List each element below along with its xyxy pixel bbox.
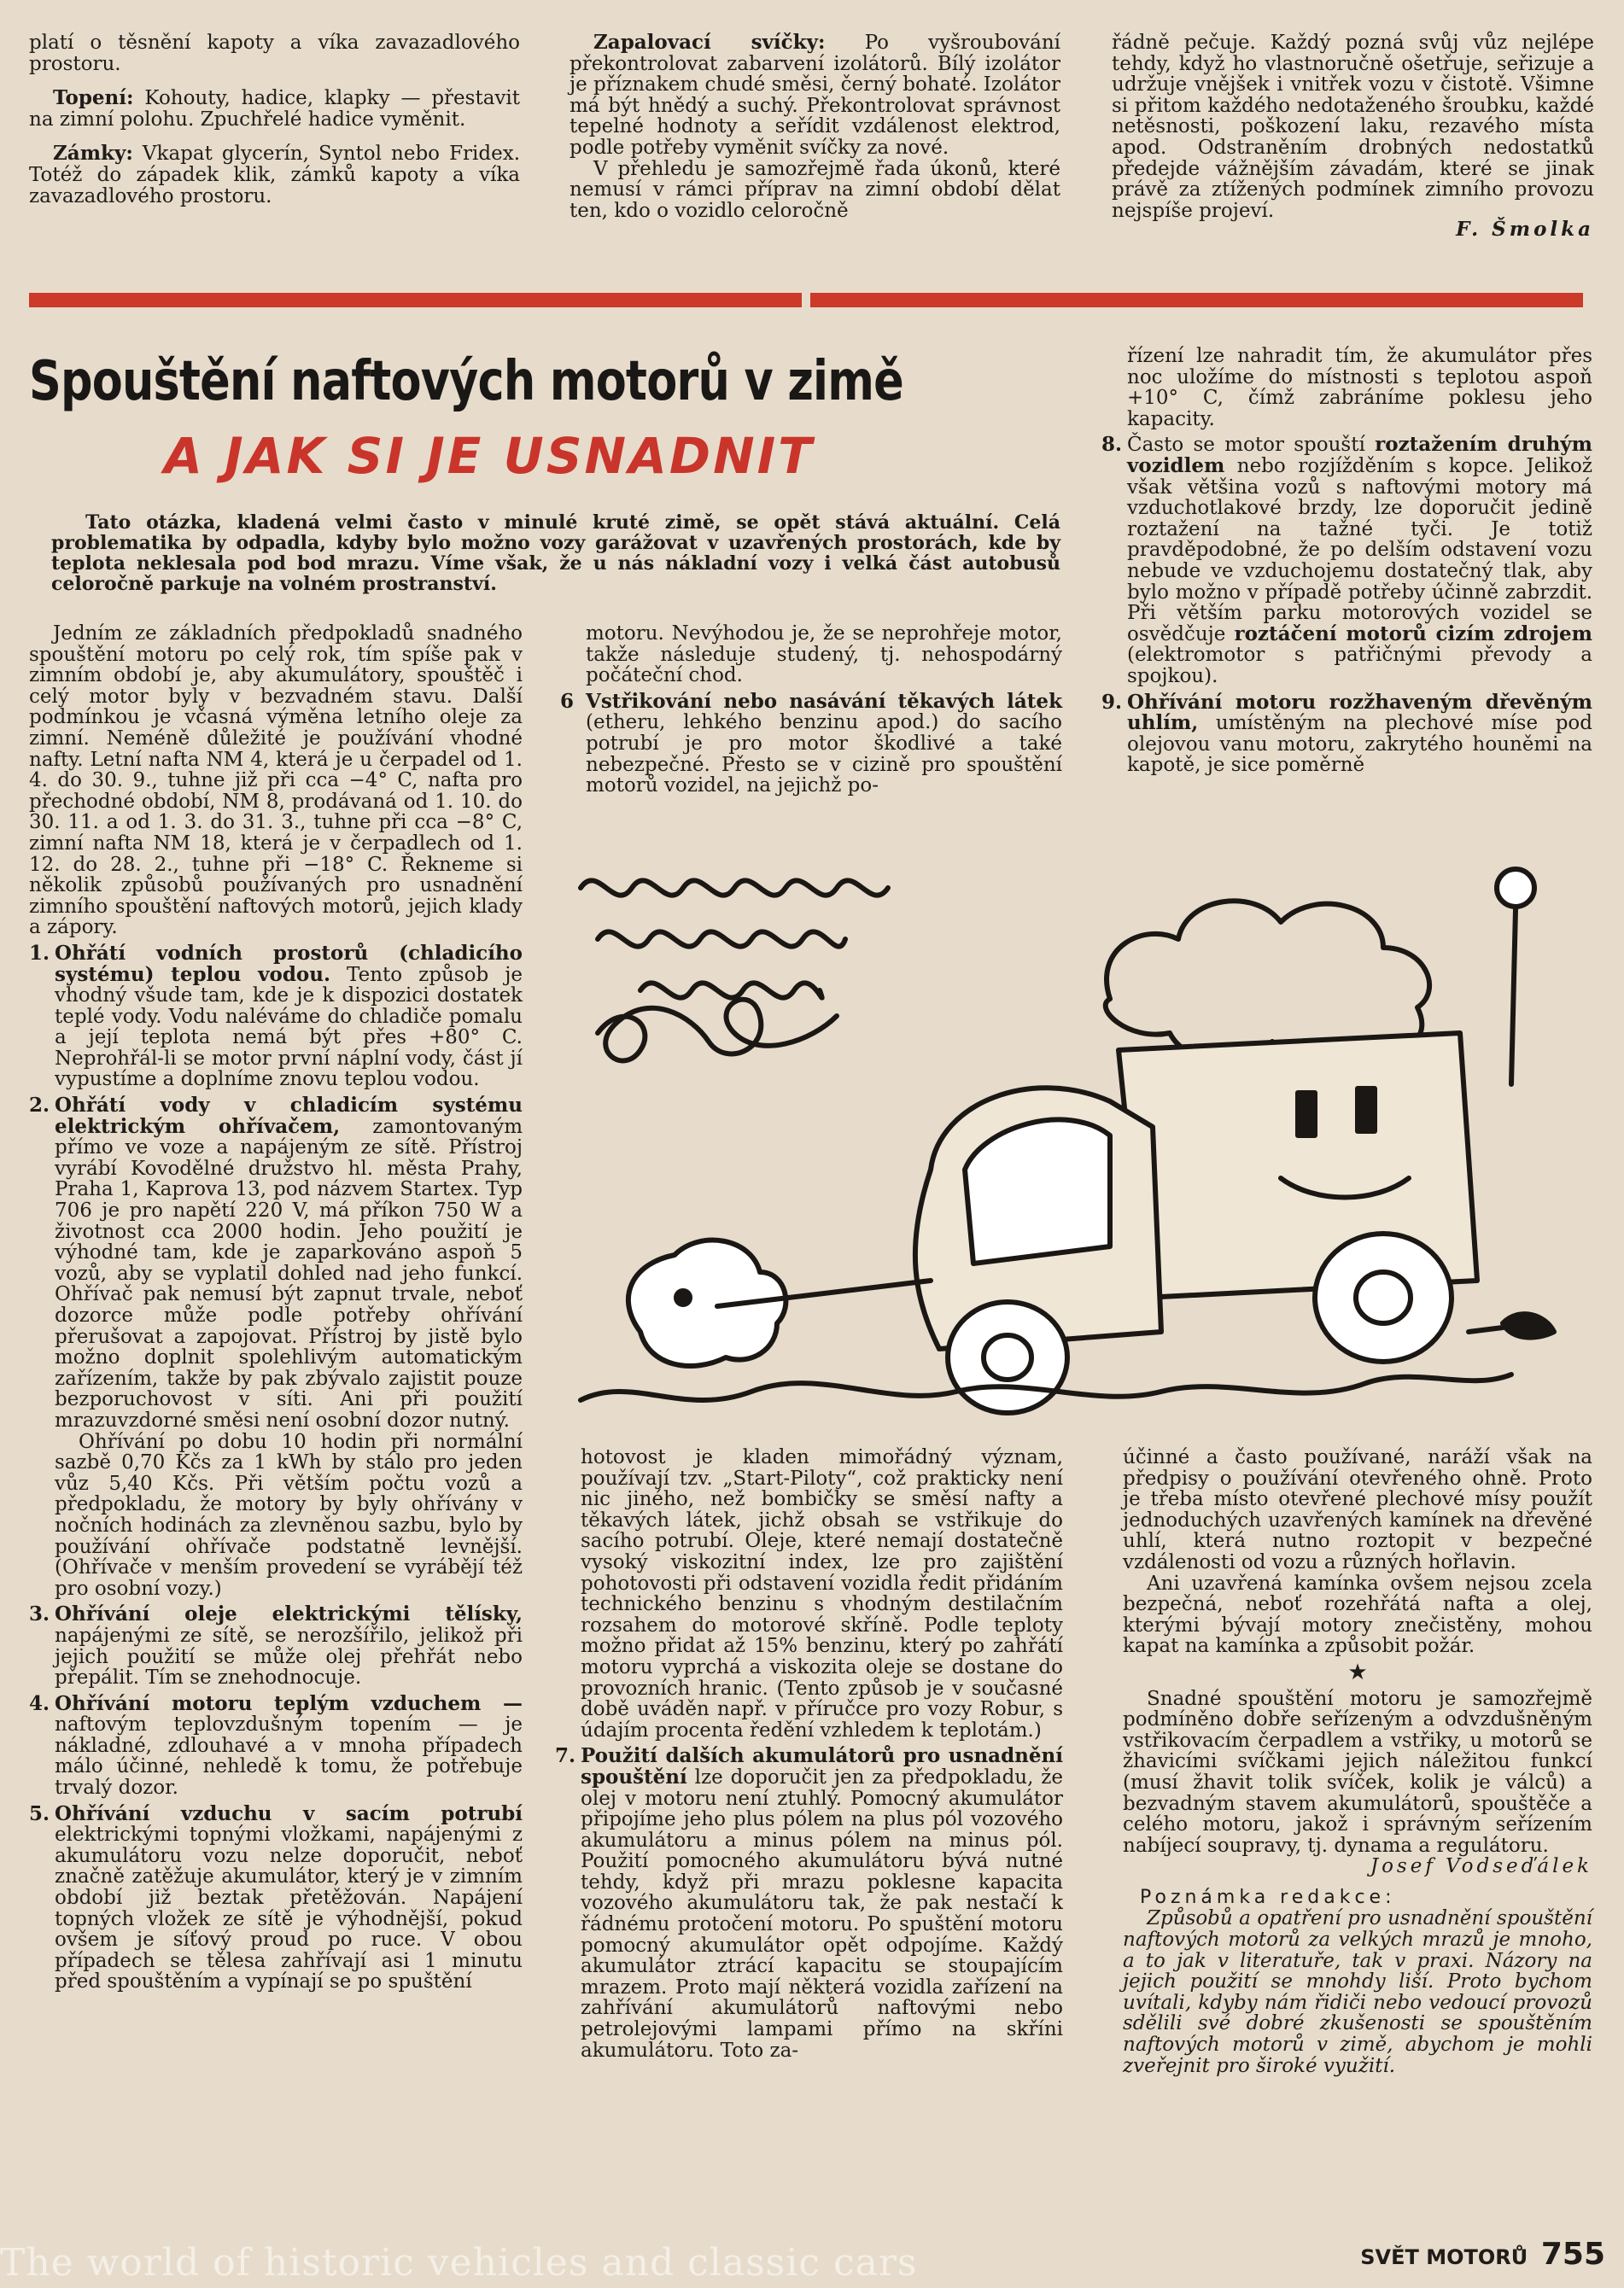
speech-scribble-3 — [640, 983, 822, 997]
speech-scribble-1 — [581, 880, 888, 895]
paragraph: účinné a často používané, naráží však na předpisy o používání otevřeného ohně. Proto je třeba místo otevřené plechové mísy použít jednoduchých uzavřených kamínek na dřevěné uhlí, která nutno roztopit v bezpečné vzdálenosti od vozu a různých hořlavin. — [1123, 1446, 1592, 1573]
article-subtitle: A JAK SI JE USNADNIT — [164, 427, 815, 485]
box-eye-left — [1298, 1093, 1315, 1135]
paragraph: řízení lze nahradit tím, že akumulátor přes noc uložíme do místnosti s teplotou aspoň +10° C, čímž zabráníme poklesu jeho kapacity. — [1127, 345, 1592, 430]
box-eye-right — [1358, 1089, 1375, 1131]
rear-wheel — [1315, 1234, 1452, 1362]
item-2: 2. Ohřátí vody v chladicím systému elektrickým ohřívačem, zamontovaným přímo ve voze a napájeným ze sítě. Přístroj vyrábí Kovodělné družstvo hl. města Prahy, Praha 1, Kaprova 13, pod názvem Startex. Typ 706 je pro napětí 220 V, má příkon 750 W a životnost cca 2000 hodin. Jeho použití je výhodné tam, kde je zaparkováno aspoň 5 vozů, aby se vyplatil dohled nad jeho funkcí. Ohřívač pak nemusí být zapnut trvale, neboť dozorce může podle potřeby ohřívání přerušovat a zapojovat. Přístroj by jistě bylo možno doplnit spolehlivým automatickým zařízením, takže by pak zbývalo zajistit pouze bezporuchovost v síti. Ani při použití mrazuvzdorné směsi není osobní dozor nutný. — [29, 1094, 523, 1432]
red-divider-right — [810, 293, 1583, 307]
exhaust-curls — [598, 1000, 837, 1061]
closing-paragraph: Snadné spouštění motoru je samozřejmě podmíněno dobře seřízeným a odvzdušněným vstřikovacím čerpadlem a vstřiky, u motorů se žhavicími svíčkami jejich náležitou funkcí (musí žhavit tolik svíček, kolik je válců) a bezvadným stavem akumulátorů, spouštěče a celého motoru, jakož i správným seřízením nabíjecí soupravy, tj. dynama a regulátoru. — [1123, 1687, 1592, 1857]
page-footer — [1360, 2237, 1605, 2272]
article-column-3-bottom — [1123, 1447, 1592, 2076]
item-6: 6 Vstřikování nebo nasávání těkavých látek (etheru, lehkého benzinu apod.) do sacího potrubí je pro motor škodlivé a také nebezpečné. Přesto se v cizině pro spouštění motorů vozidel, na jejichž po- — [560, 689, 1062, 797]
top-column-1 — [29, 32, 520, 207]
front-wheel — [948, 1302, 1067, 1413]
article-lead: Tato otázka, kladená velmi často v minulé kruté zimě, se opět stává aktuální. Celá problematika by odpadla, kdyby bylo možno vozy garážovat v uzavřených prostorách, kde by teplota neklesala pod bod mrazu. Víme však, že u nás nákladní vozy i velká část autobusů celoročně parkuje na volném prostranství. — [51, 511, 1060, 595]
item-8: 8. Často se motor spouští roztažením druhým vozidlem nebo rozjížděním s kopce. Jelikož však většina vozů s naftovými motory má vzduchotlakové brzdy, lze doporučit jedině roztažení na tažné tyči. Je totiž pravděpodobné, že po delším odstavení vozu nebude ve vzduchojemu dostatečný tlak, aby bylo možno v případě potřeby účinně zabrzdit. Při větším parku motorových vozidel se osvědčuje roztáčení motorů cizím zdrojem (elektromotor s patřičnými převody a spojkou). — [1101, 433, 1593, 687]
small-bird — [1503, 1314, 1554, 1337]
item-3: 3. Ohřívání oleje elektrickými tělísky, napájenými ze sítě, se nerozšířilo, jelikož při jejich použití se může olej přehřát nebo přepálit. Tím se znehodnocuje. — [29, 1602, 523, 1690]
paragraph: hotovost je kladen mimořádný význam, používají tzv. „Start-Piloty“, což prakticky není nic jiného, než bombičky se směsí nafty a těkavých látek, jichž obsah se vstřikuje do sacího potrubí. Oleje, které nemají dostatečně vysoký viskozitní index, lze pro zajištění pohotovosti při odstavení vozidla ředit přidáním technického benzinu s vhodným destilačním rozsahem do motorové skříně. Podle teploty možno přidat až 15% benzinu, který po zahřátí motoru vyprchá a viskozita oleje se dostane do provozních hranic. (Tento způsob je v současné době uváděn např. v příručce pro vozy Robur, s údajím procenta ředění vzhledem k teplotám.) — [581, 1446, 1063, 1742]
editor-note-text: Způsobů a opatření pro usnadnění spouštění naftových motorů za velkých mrazů je mnoho, a to jak v literatuře, tak v praxi. Názory na jejich použití se mnohdy liší. Proto bychom uvítali, kdyby nám řidiči nebo vedoucí provozů sdělili své dobré zkušenosti se spouštěním naftových motorů v zimě, abychom je mohli zveřejnit pro široké využití. — [1123, 1907, 1592, 2077]
item-1: 1. Ohřátí vodních prostorů (chladicího systému) teplou vodou. Tento způsob je vhodný všude tam, kde je k dispozici dostatek teplé vody. Vodu naléváme do chladiče pomalu a její teplota nemá být přes +80° C. Neprohřál-li se motor první náplní vody, část jí vypustíme a doplníme znovu teplou vodou. — [29, 941, 523, 1091]
item-4: 4. Ohřívání motoru teplým vzduchem — naftovým teplovzdušným topením — je nákladné, zdlouhavé a v mnoha případech málo účinné, nehledě k tomu, že potřebuje trvalý dozor. — [29, 1691, 523, 1800]
article-column-3-top — [1101, 346, 1592, 776]
article-title: Spouštění naftových motorů v zimě — [29, 350, 903, 413]
top-column-3 — [1112, 32, 1594, 241]
paragraph: Ani uzavřená kamínka ovšem nejsou zcela bezpečná, neboť rozehřátá nafta a olej, kterými bývají motory znečistěny, mohou kapat na kamínka a způsobit požár. — [1123, 1572, 1592, 1658]
intro-paragraph: Jedním ze základních předpokladů snadného spouštění motoru po celý rok, tím spíše pak v zimním období je, aby akumulátory, spouštěč i celý motor byly v bezvadném stavu. Další podmínkou je včasná výměna letního oleje za zimní. Neméně důležité je používání vhodné nafty. Letní nafta NM 4, která je u čerpadel od 1. 4. do 30. 9., tuhne již při cca −4° C, nafta pro přechodné období, NM 8, prodávaná od 1. 10. do 30. 11. a od 1. 3. do 31. 3., tuhne při cca −8° C, zimní nafta NM 18, která je v čerpadlech od 1. 12. do 28. 2., tuhne při −18° C. Řekneme si několik způsobů používaných pro usnadnění zimního spouštění naftových motorů, jejich klady a zápory. — [29, 622, 523, 939]
item-2-continuation: Ohřívání po dobu 10 hodin při normální sazbě 0,70 Kčs za 1 kWh by stálo pro jeden vůz 5,40 Kčs. Při větším počtu vozů a předpokladu, že motory by byly ohřívány v nočních hodinách za zlevněnou sazbu, bylo by používání ohřívače podstatně levnější. (Ohřívače v menším provedení se vyrábějí též pro osobní vozy.) — [55, 1430, 523, 1600]
lamp-icon — [1497, 869, 1534, 907]
paragraph-topeni: Topení: Kohouty, hadice, klapky — přestavit na zimní polohu. Zpuchřelé hadice vyměnit. — [29, 86, 521, 131]
magazine-name: SVĚT MOTORŮ — [1360, 2245, 1528, 2269]
paragraph: platí o těsnění kapoty a víka zavazadlového prostoru. — [29, 32, 520, 75]
star-separator: ★ — [1347, 1659, 1368, 1685]
cartoon-truck-illustration — [564, 803, 1597, 1434]
author-signature: Josef Vodseďálek — [1370, 1855, 1592, 1878]
top-column-2 — [570, 32, 1060, 221]
paragraph-zapalovaci-svicky: Zapalovací svíčky: Po vyšroubování překontrolovat zabarvení izolátorů. Bílý izolátor je příznakem chudé směsi, černý bohaté. Izolátor má být hnědý a suchý. Překontrolovat správnost tepelné hodnoty a seřídit vzdálenost elektrod, podle potřeby vyměnit svíčky za nové. — [570, 31, 1061, 159]
paragraph-zamky: Zámky: Vkapat glycerín, Syntol nebo Fridex. Totéž do západek klik, zámků kapoty a víka zavazadlového prostoru. — [29, 142, 521, 207]
editor-note-title: Poznámka redakce: — [1140, 1886, 1396, 1908]
watermark-text: The world of historic vehicles and classic cars — [0, 2241, 918, 2285]
paragraph: V přehledu je samozřejmě řada úkonů, které nemusí v rámci příprav na zimní období dělat ten, kdo o vozidlo celoročně — [570, 157, 1060, 222]
item-5: 5. Ohřívání vzduchu v sacím potrubí elektrickými topnými vložkami, napájenými z akumulátoru vozu nelze doporučit, neboť značně zatěžuje akumulátor, který je v zimním období již beztak přetěžován. Napájení topných vložek ze sítě je výhodnější, pokud ovšem je síťový proud po ruce. V obou případech se tělesa zahřívají asi 1 minutu před spouštěním a vypínají se po spuštění — [29, 1801, 523, 1993]
cab-window — [965, 1119, 1110, 1264]
paragraph: řádně pečuje. Každý pozná svůj vůz nejlépe tehdy, když ho vlastnoručně ošetřuje, seřizuje a udržuje vnějšek i vnitřek vozu v čistotě. Všimne si přitom každého nedotaženého šroubku, každé netěsnosti, poškození laku, rezavého místa apod. Odstraněním drobných nedostatků předejde vážnějším závadám, které se jinak právě za ztížených podmínek zimního provozu nejspíše projeví. — [1112, 32, 1594, 222]
paragraph: motoru. Nevýhodou je, že se neprohřeje motor, takže následuje studený, tj. nehospodárný počáteční chod. — [586, 622, 1062, 687]
red-divider-left — [29, 293, 802, 307]
article-column-2-top — [560, 623, 1062, 797]
page-number: 755 — [1540, 2237, 1605, 2272]
article-column-1 — [29, 623, 523, 1993]
speech-scribble-2 — [598, 931, 845, 946]
signature: F. Šmolka — [1456, 218, 1594, 242]
item-9: 9. Ohřívání motoru rozžhaveným dřevěným uhlím, umístěným na plechové míse pod olejovou vanu motoru, zakrytého houněmi na kapotě, je sice poměrně — [1101, 690, 1593, 777]
article-column-2-bottom — [555, 1446, 1063, 2062]
item-7: 7. Použití dalších akumulátorů pro usnadnění spouštění lze doporučit jen za předpokladu, že olej v motoru není ztuhlý. Pomocný akumulátor připojíme jeho plus pólem na plus pól vozového akumulátoru a minus pólem na minus pól. Použití pomocného akumulátoru bývá nutné tehdy, když při mrazu poklesne kapacita vozového akumulátoru tak, že pak nestačí k řádnému protočení motoru. Po spuštění motoru pomocný akumulátor opět odpojíme. Každý akumulátor ztrácí kapacitu se stoupajícím mrazem. Proto mají některá vozidla zařízení na zahřívání akumulátorů naftovými nebo petrolejovými lampami přímo na skříni akumulátoru. Toto za- — [555, 1744, 1063, 2062]
